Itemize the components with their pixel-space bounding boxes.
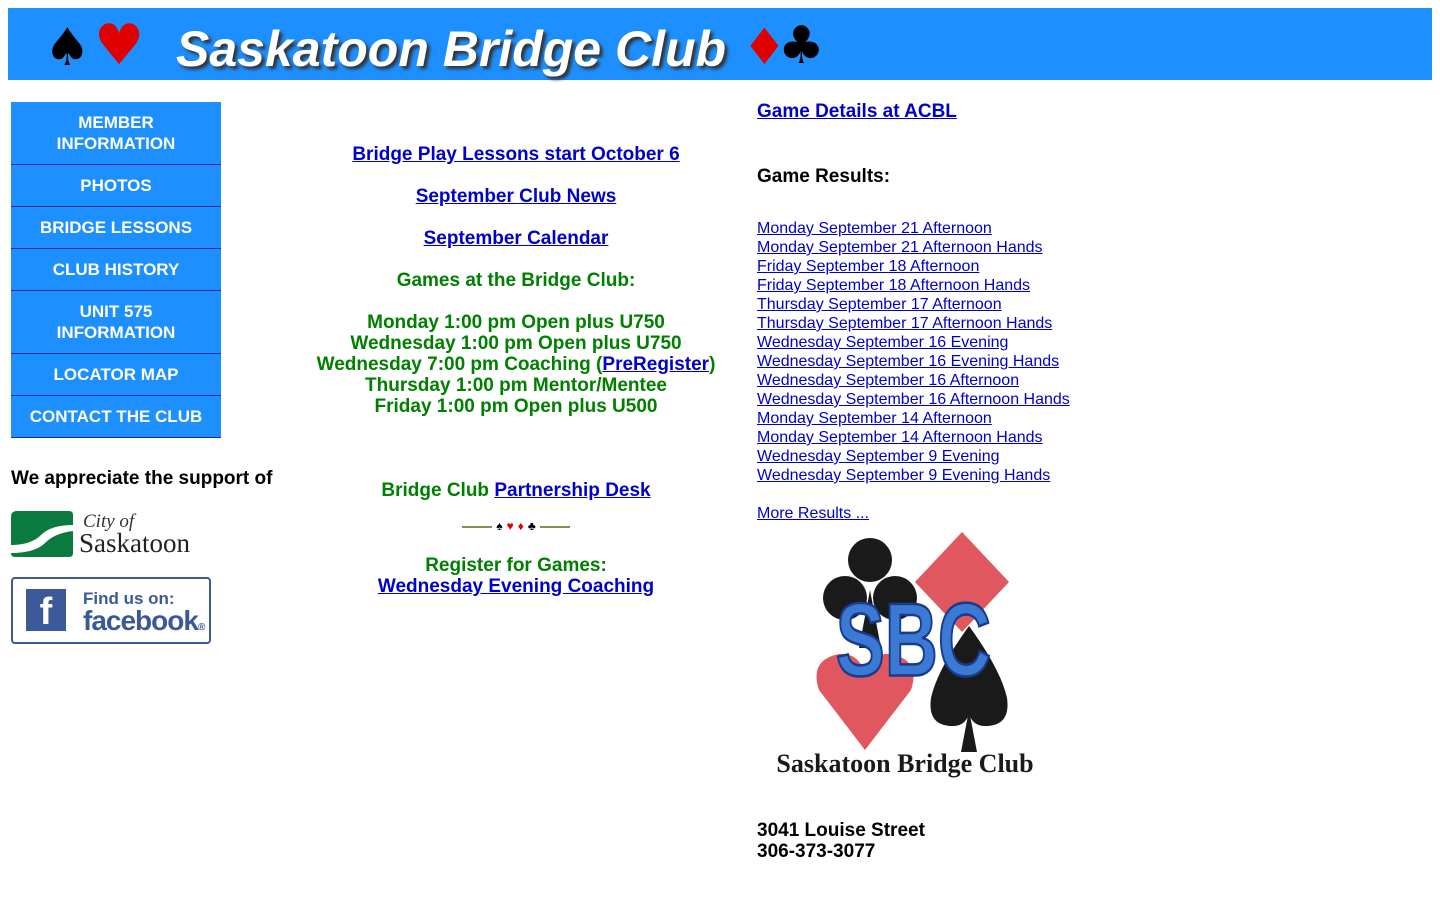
result-link[interactable]: Wednesday September 16 Afternoon bbox=[757, 372, 1020, 389]
header-banner bbox=[8, 8, 1432, 80]
results-heading: Game Results: bbox=[757, 166, 891, 187]
result-item bbox=[757, 390, 1070, 409]
club-icon: ♣ bbox=[527, 519, 536, 533]
phone-number: 306-373-3077 bbox=[757, 841, 876, 862]
result-link[interactable]: Monday September 21 Afternoon Hands bbox=[757, 239, 1043, 256]
result-item bbox=[757, 295, 1070, 314]
center-content bbox=[300, 144, 732, 597]
result-item bbox=[757, 352, 1070, 371]
city-of-saskatoon-logo[interactable]: City of Saskatoon bbox=[11, 511, 211, 557]
svg-text:Saskatoon Bridge Club: Saskatoon Bridge Club bbox=[776, 749, 1034, 778]
site-title: Saskatoon Bridge Club bbox=[176, 21, 727, 77]
suit-divider bbox=[300, 516, 732, 537]
result-item bbox=[757, 257, 1070, 276]
svg-text:SBC: SBC bbox=[835, 582, 992, 699]
result-item bbox=[757, 219, 1070, 238]
spade-icon: ♠ bbox=[44, 18, 91, 78]
heart-icon: ♥ bbox=[94, 13, 145, 78]
acbl-link[interactable]: Game Details at ACBL bbox=[757, 101, 957, 122]
facebook-badge[interactable]: f Find us on: facebook® bbox=[11, 577, 211, 644]
nav-contact-the-club[interactable]: CONTACT THE CLUB bbox=[11, 396, 221, 438]
register-coaching-link[interactable]: Wednesday Evening Coaching bbox=[377, 576, 655, 597]
diamond-icon: ♦ bbox=[742, 18, 787, 76]
result-item bbox=[757, 447, 1070, 466]
result-item bbox=[757, 276, 1070, 295]
result-link[interactable]: Friday September 18 Afternoon Hands bbox=[757, 277, 1031, 294]
heart-icon: ♥ bbox=[506, 519, 514, 533]
nav-locator-map[interactable]: LOCATOR MAP bbox=[11, 354, 221, 396]
result-link[interactable]: Wednesday September 9 Evening Hands bbox=[757, 467, 1051, 484]
result-link[interactable]: Wednesday September 16 Afternoon Hands bbox=[757, 391, 1070, 408]
diamond-icon: ♦ bbox=[517, 519, 524, 533]
results-list bbox=[757, 219, 1070, 485]
result-link[interactable]: Monday September 14 Afternoon bbox=[757, 410, 992, 427]
support-text: We appreciate the support of bbox=[11, 468, 273, 489]
club-address bbox=[757, 820, 925, 862]
more-results-link[interactable]: More Results ... bbox=[757, 505, 870, 522]
nav-photos[interactable]: PHOTOS bbox=[11, 165, 221, 207]
calendar-link[interactable]: September Calendar bbox=[423, 228, 609, 249]
result-link[interactable]: Friday September 18 Afternoon bbox=[757, 258, 980, 275]
nav-bridge-lessons[interactable]: BRIDGE LESSONS bbox=[11, 207, 221, 249]
game-schedule: Monday 1:00 pm Open plus U750 Wednesday 1:00 pm Open plus U750 Wednesday 7:00 pm Coaching (PreRegister) Thursday 1:00 pm Mentor/Mentee Friday 1:00 pm Open plus U500 bbox=[316, 312, 716, 417]
register-heading: Register for Games: bbox=[425, 555, 607, 576]
result-link[interactable]: Monday September 14 Afternoon Hands bbox=[757, 429, 1043, 446]
main-nav bbox=[11, 102, 221, 438]
lessons-link[interactable]: Bridge Play Lessons start October 6 bbox=[352, 144, 680, 165]
nav-member-information[interactable]: MEMBER INFORMATION bbox=[11, 102, 221, 165]
games-heading: Games at the Bridge Club: bbox=[396, 270, 636, 291]
sbc-logo bbox=[757, 530, 1057, 784]
club-icon: ♣ bbox=[778, 16, 825, 76]
result-item bbox=[757, 238, 1070, 257]
result-link[interactable]: Wednesday September 16 Evening Hands bbox=[757, 353, 1060, 370]
partnership-desk-link[interactable]: Partnership Desk bbox=[494, 480, 651, 501]
result-item bbox=[757, 314, 1070, 333]
club-news-link[interactable]: September Club News bbox=[415, 186, 617, 207]
result-item bbox=[757, 333, 1070, 352]
preregister-link[interactable]: PreRegister bbox=[602, 354, 710, 375]
spade-icon: ♠ bbox=[496, 519, 503, 533]
result-link[interactable]: Wednesday September 16 Evening bbox=[757, 334, 1009, 351]
partnership-line: Bridge Club Partnership Desk bbox=[381, 480, 651, 501]
result-link[interactable]: Thursday September 17 Afternoon Hands bbox=[757, 315, 1053, 332]
result-item bbox=[757, 371, 1070, 390]
result-link[interactable]: Thursday September 17 Afternoon bbox=[757, 296, 1002, 313]
result-link[interactable]: Wednesday September 9 Evening bbox=[757, 448, 1000, 465]
street-address: 3041 Louise Street bbox=[757, 820, 925, 841]
city-logo-mark-icon bbox=[11, 511, 73, 557]
nav-club-history[interactable]: CLUB HISTORY bbox=[11, 249, 221, 291]
nav-unit-575-information[interactable]: UNIT 575 INFORMATION bbox=[11, 291, 221, 354]
result-item bbox=[757, 428, 1070, 447]
facebook-icon: f bbox=[26, 589, 66, 631]
results-column bbox=[757, 100, 1357, 862]
result-item bbox=[757, 466, 1070, 485]
result-item bbox=[757, 409, 1070, 428]
result-link[interactable]: Monday September 21 Afternoon bbox=[757, 220, 992, 237]
